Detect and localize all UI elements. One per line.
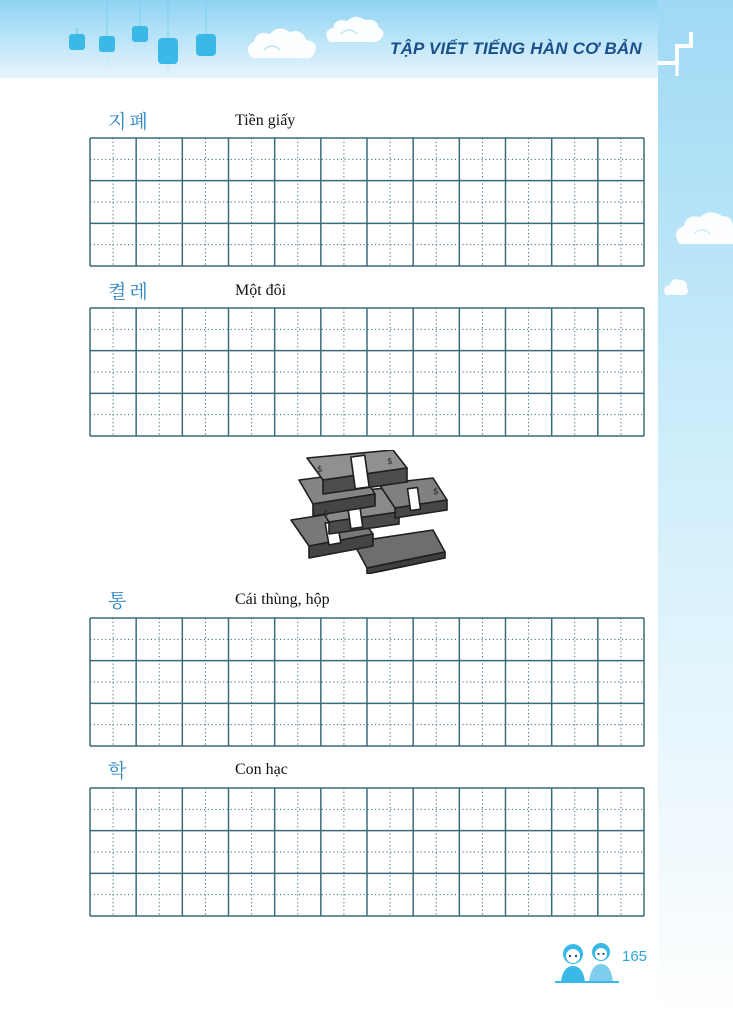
grid-lines: [89, 787, 645, 917]
svg-text:$: $: [433, 487, 439, 497]
money-stacks-illustration: [283, 450, 449, 574]
korean-word: 학: [108, 760, 130, 782]
writing-grid[interactable]: [89, 617, 645, 752]
corner-ornament: [655, 28, 705, 78]
word-meaning: Cái thùng, hộp: [235, 591, 330, 608]
cloud-icon: [662, 276, 690, 298]
lantern-icon: [194, 0, 218, 60]
children-mascot-icon: [555, 938, 619, 984]
grid-lines: [89, 307, 645, 437]
writing-grid[interactable]: [89, 787, 645, 922]
korean-word: 켤레: [108, 281, 151, 303]
grid-lines: [89, 617, 645, 747]
svg-text:$: $: [387, 457, 393, 467]
svg-text:$: $: [317, 465, 323, 475]
page-header-title: TẬP VIẾT TIẾNG HÀN CƠ BẢN: [390, 39, 642, 58]
word-meaning: Tiền giấy: [235, 112, 296, 129]
word-meaning: Một đôi: [235, 282, 287, 299]
grid-lines: [89, 137, 645, 267]
cloud-icon: [672, 208, 733, 248]
lantern-icon: [97, 0, 117, 70]
right-margin-band: [658, 0, 733, 1017]
writing-grid[interactable]: [89, 307, 645, 442]
korean-word: 통: [108, 590, 130, 612]
word-meaning: Con hạc: [235, 761, 288, 778]
svg-text:$: $: [323, 509, 329, 519]
lantern-icon: [156, 0, 180, 76]
lantern-icon: [68, 28, 86, 56]
lantern-icon: [130, 0, 150, 46]
cloud-icon: [244, 26, 320, 62]
korean-word: 지폐: [108, 111, 151, 133]
page-number: 165: [622, 948, 648, 965]
writing-grid[interactable]: [89, 137, 645, 272]
cloud-icon: [323, 14, 385, 44]
